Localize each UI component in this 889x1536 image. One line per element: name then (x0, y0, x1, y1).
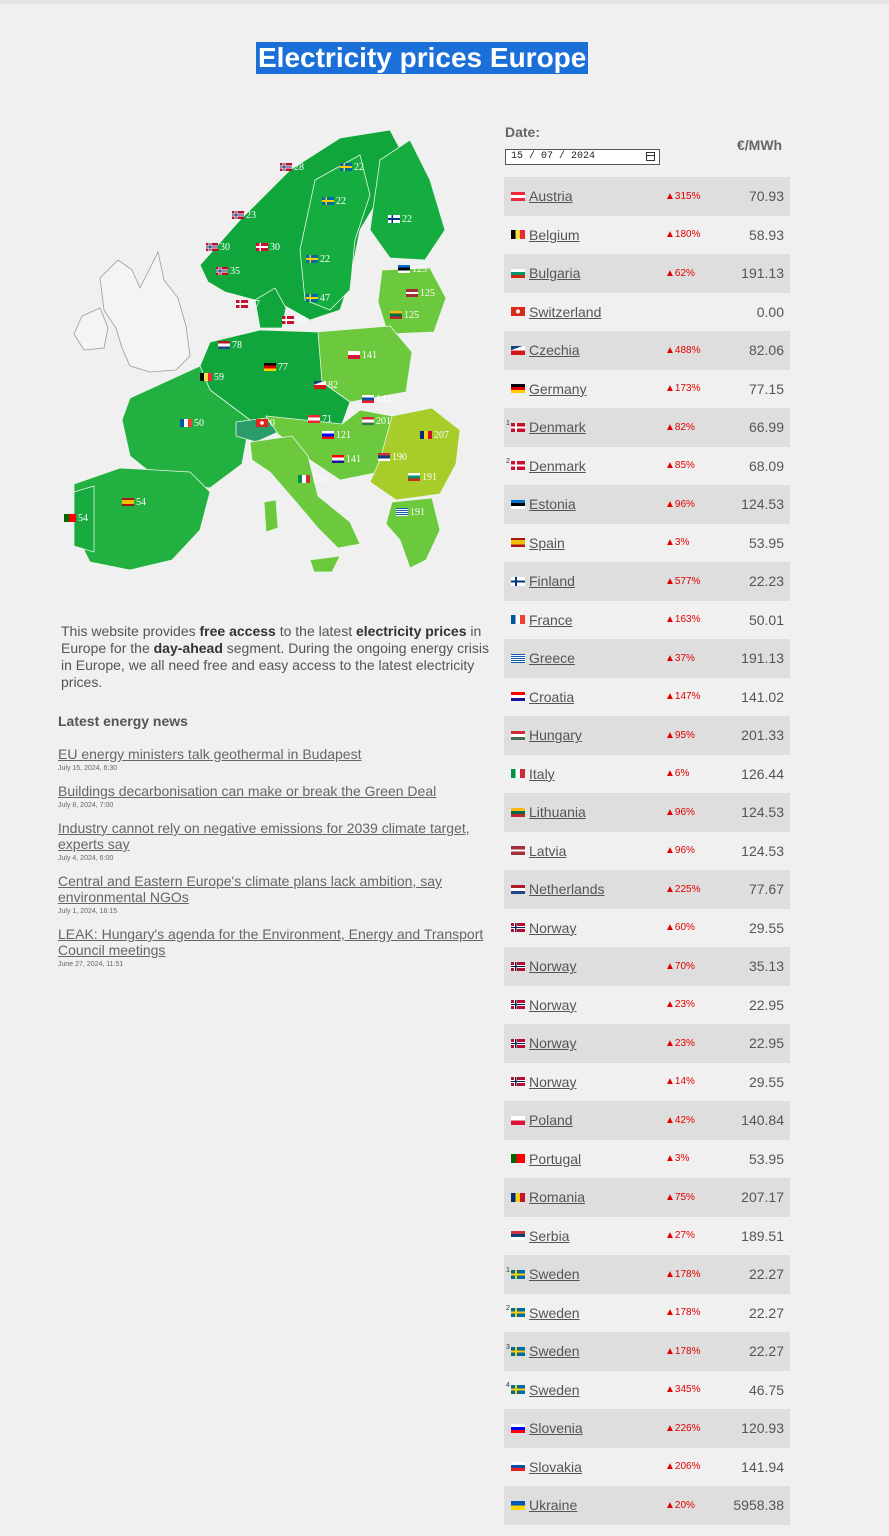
flag-pt-icon (64, 514, 76, 522)
flag-no-icon (511, 1077, 525, 1086)
map-price-label: 47 (320, 293, 330, 304)
price-value: 124.53 (741, 496, 784, 513)
flag-cz-icon (511, 346, 525, 355)
flag-it-icon (511, 769, 525, 778)
flag-dk-icon (506, 458, 525, 470)
europe-price-map (60, 120, 495, 590)
flag-de-icon (264, 363, 276, 371)
country-link[interactable]: Norway (529, 919, 577, 936)
country-link[interactable]: Norway (529, 1035, 577, 1052)
price-value: 70.93 (748, 188, 784, 205)
price-row-norway (504, 1063, 790, 1102)
flag-dk-icon (506, 419, 525, 432)
price-change: ▲96% (665, 498, 695, 510)
map-price-label: 30 (220, 242, 230, 253)
flag-es-icon (122, 498, 134, 506)
map-price-label: 142 (376, 394, 391, 405)
flag-ch-icon (256, 419, 268, 427)
country-link[interactable]: Norway (529, 1073, 577, 1090)
date-label: Date: (505, 124, 541, 140)
price-row-poland (504, 1101, 790, 1140)
news-link[interactable]: Industry cannot rely on negative emissions for 2039 climate target, experts say (58, 820, 470, 852)
country-link[interactable]: France (529, 611, 573, 628)
price-table (504, 177, 790, 1525)
flag-at-icon (511, 192, 525, 201)
map-price-label: 23 (246, 210, 256, 221)
news-date: July 8, 2024, 7:00 (58, 802, 114, 809)
country-link[interactable]: Greece (529, 650, 575, 667)
price-row-italy (504, 755, 790, 794)
price-value: 120.93 (741, 1420, 784, 1437)
price-change: ▲62% (665, 267, 695, 279)
price-row-lithuania (504, 793, 790, 832)
price-change: ▲315% (665, 190, 701, 202)
country-link[interactable]: Slovenia (529, 1420, 583, 1437)
flag-se-icon (306, 294, 318, 302)
map-region-sicily (310, 556, 340, 572)
flag-pl-icon (348, 351, 360, 359)
news-item (58, 820, 498, 862)
flag-se-icon (506, 1266, 525, 1279)
price-row-belgium (504, 216, 790, 255)
flag-be-icon (511, 230, 525, 239)
price-row-latvia (504, 832, 790, 871)
map-region-ireland (74, 308, 108, 350)
map-price-label: 121 (336, 430, 351, 441)
news-link[interactable]: LEAK: Hungary's agenda for the Environment, Energy and Transport Council meetings (58, 926, 484, 958)
flag-ch-icon (511, 307, 525, 316)
flag-nl-icon (511, 885, 525, 894)
price-change: ▲70% (665, 960, 695, 972)
price-row-sweden (504, 1255, 790, 1294)
country-link[interactable]: Lithuania (529, 804, 586, 821)
map-price-label: 141 (362, 350, 377, 361)
price-row-spain (504, 524, 790, 563)
price-value: 22.95 (748, 1035, 784, 1052)
zone-number: 3 (506, 1343, 510, 1351)
price-row-france (504, 601, 790, 640)
news-date: July 4, 2024, 6:00 (58, 855, 114, 862)
flag-nl-icon (218, 341, 230, 349)
flag-lt-icon (511, 808, 525, 817)
price-value: 46.75 (748, 1381, 784, 1398)
map-price-label: 35 (230, 266, 240, 277)
price-change: ▲23% (665, 1037, 695, 1049)
price-value: 68.09 (748, 457, 784, 474)
price-row-austria (504, 177, 790, 216)
country-link[interactable]: Belgium (529, 226, 580, 243)
price-value: 22.27 (748, 1343, 784, 1360)
price-row-czechia (504, 331, 790, 370)
country-link[interactable]: Romania (529, 1189, 586, 1206)
news-item (58, 873, 498, 915)
flag-rs-icon (511, 1231, 525, 1240)
price-value: 35.13 (748, 958, 784, 975)
map-price-label: 77 (278, 362, 288, 373)
country-link[interactable]: Latvia (529, 842, 567, 859)
price-value: 29.55 (748, 1073, 784, 1090)
news-link[interactable]: Buildings decarbonisation can make or break the Green Deal (58, 783, 437, 799)
country-link[interactable]: Slovakia (529, 1458, 582, 1475)
map-price-label: 54 (78, 513, 88, 524)
country-link[interactable]: Croatia (529, 688, 575, 705)
page-title: Electricity prices Europe (258, 42, 587, 73)
country-link[interactable]: Spain (529, 534, 565, 551)
country-link[interactable]: Ukraine (529, 1497, 578, 1514)
map-region-sardinia (264, 500, 278, 532)
price-value: 0.00 (756, 303, 784, 320)
map-label-dk (236, 299, 260, 310)
date-input[interactable] (505, 149, 660, 165)
country-link[interactable]: Czechia (529, 342, 580, 359)
price-change: ▲75% (665, 1191, 695, 1203)
news-link[interactable]: EU energy ministers talk geothermal in Budapest (58, 746, 362, 762)
price-change: ▲163% (665, 614, 701, 626)
price-value: 141.94 (741, 1458, 784, 1475)
map-price-label: 22 (402, 214, 412, 225)
price-row-slovakia (504, 1448, 790, 1487)
map-price-label: 191 (422, 472, 437, 483)
price-change: ▲85% (665, 460, 695, 472)
price-change: ▲488% (665, 344, 701, 356)
price-value: 201.33 (741, 727, 784, 744)
map-price-label: 126 (312, 474, 327, 485)
flag-se-icon (506, 1382, 525, 1394)
price-row-estonia (504, 485, 790, 524)
flag-no-icon (511, 962, 525, 971)
flag-bg-icon (511, 269, 525, 278)
flag-sk-icon (362, 395, 374, 403)
price-value: 22.95 (748, 996, 784, 1013)
price-row-croatia (504, 678, 790, 717)
flag-es-icon (511, 538, 525, 547)
price-value: 207.17 (741, 1189, 784, 1206)
country-link[interactable]: Poland (529, 1112, 573, 1129)
price-change: ▲225% (665, 883, 701, 895)
news-item (58, 926, 498, 968)
price-value: 140.84 (741, 1112, 784, 1129)
news-date: July 1, 2024, 16:15 (58, 908, 118, 915)
flag-lt-icon (390, 311, 402, 319)
country-link[interactable]: Switzerland (529, 303, 602, 320)
map-price-label: 50 (194, 418, 204, 429)
flag-sk-icon (511, 1462, 525, 1471)
price-row-sweden (504, 1371, 790, 1410)
map-price-label: 78 (232, 340, 242, 351)
price-change: ▲206% (665, 1461, 701, 1473)
price-change: ▲27% (665, 1230, 695, 1242)
flag-no-icon (511, 923, 525, 932)
price-change: ▲178% (665, 1268, 701, 1280)
flag-no-icon (216, 267, 228, 275)
price-change: ▲20% (665, 1499, 695, 1511)
price-change: ▲173% (665, 383, 701, 395)
price-value: 29.55 (748, 919, 784, 936)
price-change: ▲3% (665, 1153, 690, 1165)
price-change: ▲95% (665, 729, 695, 741)
map-price-label: 22 (354, 162, 364, 173)
flag-pl-icon (511, 1116, 525, 1125)
unit-header: €/MWh (737, 137, 783, 153)
price-value: 22.27 (748, 1266, 784, 1283)
flag-no-icon (232, 211, 244, 219)
flag-lv-icon (406, 289, 418, 297)
price-change: ▲577% (665, 575, 701, 587)
price-change: ▲180% (665, 229, 701, 241)
price-row-ukraine (504, 1486, 790, 1525)
map-price-label: 67 (250, 299, 260, 310)
price-value: 124.53 (741, 804, 784, 821)
flag-hr-icon (332, 455, 344, 463)
flag-no-icon (280, 163, 292, 171)
flag-cz-icon (314, 381, 326, 389)
flag-fr-icon (180, 419, 192, 427)
flag-pt-icon (511, 1154, 525, 1163)
price-row-norway (504, 947, 790, 986)
price-row-romania (504, 1178, 790, 1217)
news-item (58, 783, 498, 809)
price-value: 191.13 (741, 650, 784, 667)
country-link[interactable]: Sweden (529, 1304, 580, 1321)
price-value: 22.27 (748, 1304, 784, 1321)
country-link[interactable]: Italy (529, 765, 555, 782)
map-price-label: 68 (296, 315, 306, 326)
price-row-sweden (504, 1294, 790, 1333)
map-label-dk (282, 315, 306, 326)
map-price-label: 207 (434, 430, 449, 441)
price-change: ▲60% (665, 922, 695, 934)
map-price-label: 125 (404, 310, 419, 321)
price-value: 189.51 (741, 1227, 784, 1244)
zone-number: 1 (506, 1266, 510, 1274)
price-change: ▲3% (665, 537, 690, 549)
price-change: ▲37% (665, 652, 695, 664)
map-price-label: 22 (336, 196, 346, 207)
price-change: ▲226% (665, 1422, 701, 1434)
price-change: ▲42% (665, 1114, 695, 1126)
price-value: 124.53 (741, 842, 784, 859)
price-row-denmark (504, 408, 790, 447)
flag-be-icon (200, 373, 212, 381)
price-change: ▲345% (665, 1384, 701, 1396)
price-change: ▲96% (665, 806, 695, 818)
price-value: 53.95 (748, 534, 784, 551)
price-value: 50.01 (748, 611, 784, 628)
country-link[interactable]: Sweden (529, 1343, 580, 1360)
flag-si-icon (511, 1424, 525, 1433)
map-price-label: 54 (136, 497, 146, 508)
price-row-germany (504, 370, 790, 409)
price-value: 141.02 (741, 688, 784, 705)
flag-rs-icon (378, 453, 390, 461)
browser-top-strip (0, 0, 889, 4)
flag-ee-icon (398, 265, 410, 273)
news-date: July 15, 2024, 6:30 (58, 765, 118, 772)
country-link[interactable]: Finland (529, 573, 575, 590)
price-row-sweden (504, 1332, 790, 1371)
map-price-label: 125 (420, 288, 435, 299)
flag-se-icon (340, 163, 352, 171)
price-row-norway (504, 1024, 790, 1063)
map-price-label: 59 (214, 372, 224, 383)
price-value: 66.99 (748, 419, 784, 436)
country-link[interactable]: Serbia (529, 1227, 570, 1244)
flag-ua-icon (511, 1501, 525, 1510)
price-value: 77.15 (748, 380, 784, 397)
country-link[interactable]: Estonia (529, 496, 576, 513)
country-link[interactable]: Sweden (529, 1266, 580, 1283)
date-value: 15 / 07 / 2024 (511, 151, 596, 162)
price-row-switzerland (504, 293, 790, 332)
map-price-label: 190 (392, 452, 407, 463)
news-heading: Latest energy news (58, 713, 188, 729)
map-price-label: 0 (270, 418, 275, 429)
country-link[interactable]: Portugal (529, 1150, 582, 1167)
price-value: 77.67 (748, 881, 784, 898)
flag-fr-icon (511, 615, 525, 624)
price-change: ▲14% (665, 1076, 695, 1088)
flag-lv-icon (511, 846, 525, 855)
zone-number: 1 (506, 419, 510, 427)
flag-dk-icon (282, 316, 294, 324)
price-change: ▲6% (665, 768, 690, 780)
zone-number: 4 (506, 1382, 510, 1390)
news-date: June 27, 2024, 11:51 (58, 961, 124, 968)
price-value: 58.93 (748, 226, 784, 243)
flag-se-icon (322, 197, 334, 205)
country-link[interactable]: Norway (529, 958, 577, 975)
flag-dk-icon (236, 300, 248, 308)
flag-no-icon (511, 1000, 525, 1009)
price-row-slovenia (504, 1409, 790, 1448)
flag-se-icon (506, 1343, 525, 1356)
price-row-bulgaria (504, 254, 790, 293)
price-row-greece (504, 639, 790, 678)
zone-number: 2 (506, 1305, 510, 1313)
price-row-norway (504, 986, 790, 1025)
map-price-label: 30 (270, 242, 280, 253)
map-price-label: 191 (410, 507, 425, 518)
country-link[interactable]: Denmark (529, 457, 586, 474)
price-change: ▲178% (665, 1345, 701, 1357)
map-price-label: 125 (412, 264, 427, 275)
price-change: ▲178% (665, 1307, 701, 1319)
price-change: ▲147% (665, 691, 701, 703)
price-row-serbia (504, 1217, 790, 1256)
flag-de-icon (511, 384, 525, 393)
map-region-baltics (378, 268, 446, 334)
calendar-icon[interactable] (646, 152, 655, 161)
price-change: ▲82% (665, 421, 695, 433)
country-link[interactable]: Norway (529, 996, 577, 1013)
price-change: ▲96% (665, 845, 695, 857)
price-row-norway (504, 909, 790, 948)
flag-ro-icon (511, 1193, 525, 1202)
map-price-label: 141 (346, 454, 361, 465)
flag-no-icon (511, 1039, 525, 1048)
price-value: 5958.38 (733, 1497, 784, 1514)
map-region-uk (100, 252, 190, 372)
flag-no-icon (206, 243, 218, 251)
map-label-sk (362, 394, 391, 405)
price-value: 22.23 (748, 573, 784, 590)
map-price-label: 22 (320, 254, 330, 265)
news-item (58, 746, 498, 772)
flag-gr-icon (511, 654, 525, 663)
flag-si-icon (322, 431, 334, 439)
price-row-finland (504, 562, 790, 601)
price-row-denmark (504, 447, 790, 486)
price-value: 191.13 (741, 265, 784, 282)
flag-fi-icon (511, 577, 525, 586)
intro-text: This website provides free access to the latest electricity prices in Europe for the day-ahead segment. During the ongoing energy crisis in Europe, we all need free and easy access to the latest electricity prices. (61, 623, 490, 690)
price-row-hungary (504, 716, 790, 755)
flag-fi-icon (388, 215, 400, 223)
flag-hr-icon (511, 692, 525, 701)
country-link[interactable]: Bulgaria (529, 265, 581, 282)
flag-at-icon (308, 415, 320, 423)
zone-number: 2 (506, 458, 510, 466)
map-price-label: 71 (322, 414, 332, 425)
price-change: ▲23% (665, 999, 695, 1011)
flag-it-icon (298, 475, 310, 483)
price-value: 82.06 (748, 342, 784, 359)
country-link[interactable]: Hungary (529, 727, 582, 744)
price-value: 53.95 (748, 1150, 784, 1167)
flag-ee-icon (511, 500, 525, 509)
flag-se-icon (306, 255, 318, 263)
country-link[interactable]: Sweden (529, 1381, 580, 1398)
flag-dk-icon (256, 243, 268, 251)
price-value: 126.44 (741, 765, 784, 782)
country-link[interactable]: Netherlands (529, 881, 605, 898)
news-list (58, 746, 498, 979)
map-price-label: 28 (294, 162, 304, 173)
flag-hu-icon (511, 731, 525, 740)
flag-se-icon (506, 1305, 525, 1317)
map-price-label: 201 (376, 416, 391, 427)
country-link[interactable]: Austria (529, 188, 573, 205)
flag-bg-icon (408, 473, 420, 481)
news-link[interactable]: Central and Eastern Europe's climate plans lack ambition, say environmental NGOs (58, 873, 442, 905)
country-link[interactable]: Denmark (529, 419, 586, 436)
flag-hu-icon (362, 417, 374, 425)
price-row-portugal (504, 1140, 790, 1179)
flag-ro-icon (420, 431, 432, 439)
map-price-label: 82 (328, 380, 338, 391)
flag-gr-icon (396, 508, 408, 516)
country-link[interactable]: Germany (529, 380, 587, 397)
price-row-netherlands (504, 870, 790, 909)
